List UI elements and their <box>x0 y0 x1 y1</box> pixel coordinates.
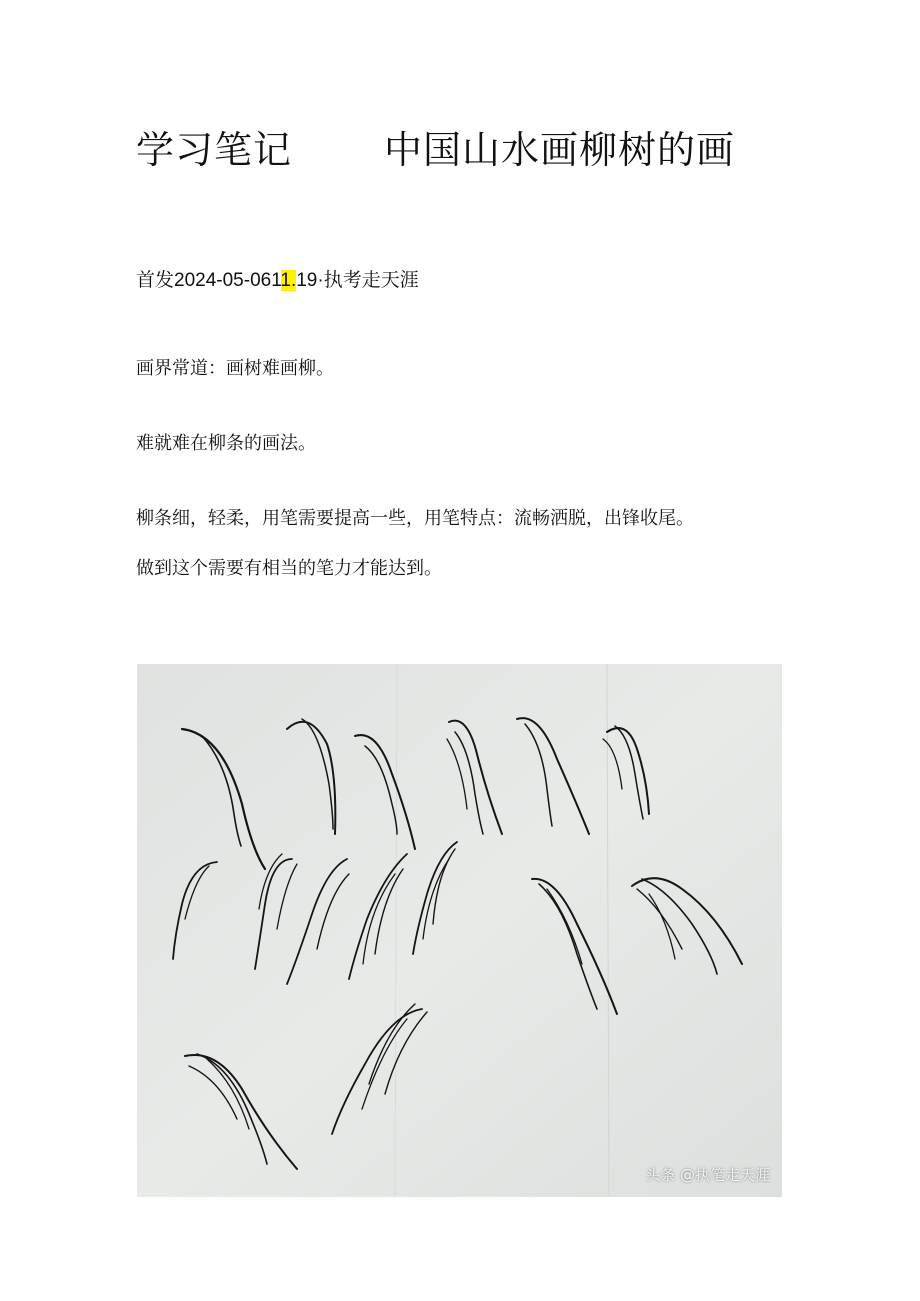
photo-watermark: 头条 @执笔走天涯 <box>645 1166 770 1184</box>
paragraph-2: 难就难在柳条的画法。 <box>136 433 316 454</box>
publish-meta <box>136 266 419 295</box>
willow-brush-strokes-illustration <box>137 664 782 1197</box>
paragraph-4: 做到这个需要有相当的笔力才能达到。 <box>136 558 442 579</box>
paragraph-1: 画界常道：画树难画柳。 <box>136 358 334 379</box>
title-left: 学习笔记 <box>136 128 293 172</box>
meta-prefix: 首发 <box>136 269 175 291</box>
title-right: 中国山水画柳树的画 <box>384 128 736 172</box>
meta-date: 2024-05-061 <box>174 270 282 291</box>
meta-highlight: 1. <box>281 270 297 291</box>
meta-time: 19· <box>296 270 324 291</box>
willow-strokes-photo <box>137 664 782 1197</box>
page-title <box>136 124 735 176</box>
meta-author[interactable]: 执考走天涯 <box>323 269 419 291</box>
paragraph-3: 柳条细，轻柔，用笔需要提高一些，用笔特点：流畅洒脱，出锋收尾。 <box>136 508 694 529</box>
